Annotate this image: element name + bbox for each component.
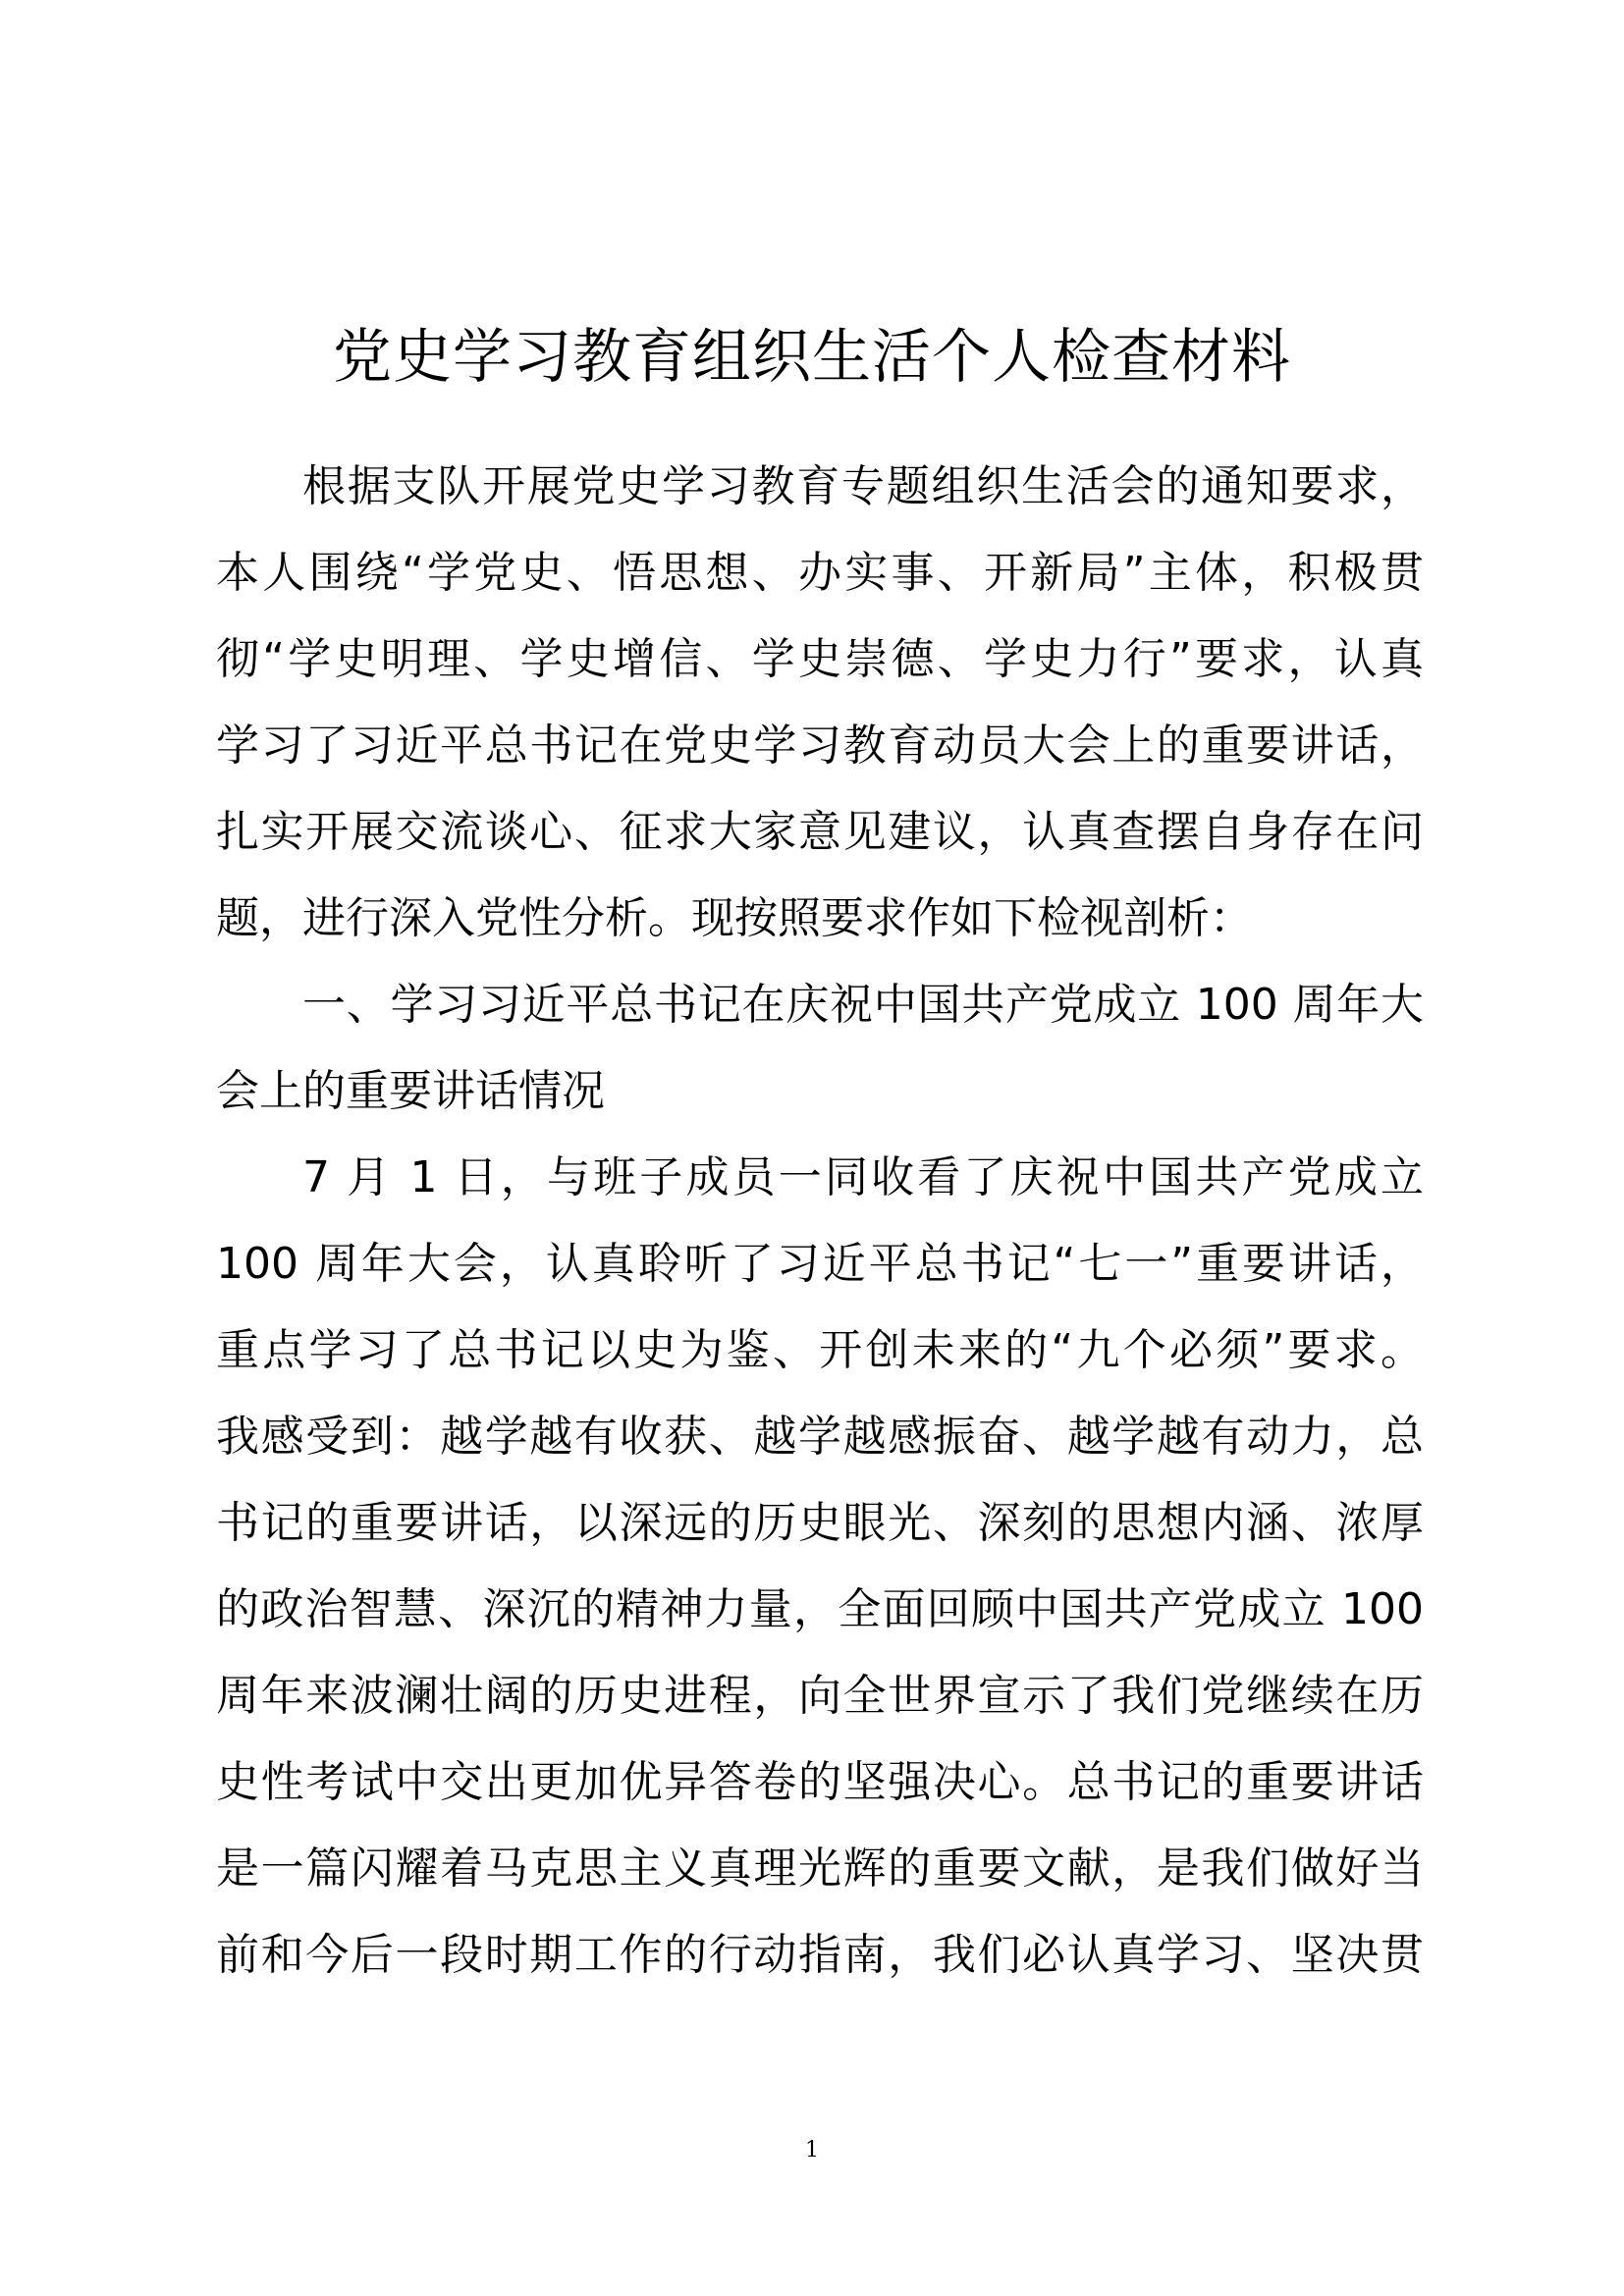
paragraph-line: 根据支队开展党史学习教育专题组织生活会的通知要求， (302, 461, 1424, 511)
paragraph-line: 前和今后一段时期工作的行动指南，我们必认真学习、坚决贯 (216, 1930, 1424, 1980)
paragraph-line: 的政治智慧、深沉的精神力量，全面回顾中国共产党成立 100 (216, 1584, 1424, 1634)
page-number: 1 (805, 2138, 819, 2163)
document-body (216, 444, 1424, 1999)
paragraph-line: 周年来波澜壮阔的历史进程，向全世界宣示了我们党继续在历 (216, 1671, 1424, 1721)
paragraph-line: 史性考试中交出更加优异答卷的坚强决心。总书记的重要讲话 (216, 1757, 1424, 1807)
section-heading-line: 一、学习习近平总书记在庆祝中国共产党成立 100 周年大 (302, 980, 1424, 1030)
paragraph-line: 100 周年大会，认真聆听了习近平总书记“七一”重要讲话， (216, 1239, 1424, 1289)
paragraph-line: 彻“学史明理、学史增信、学史崇德、学史力行”要求，认真 (216, 634, 1424, 684)
paragraph-line: 我感受到：越学越有收获、越学越感振奋、越学越有动力，总 (216, 1412, 1424, 1462)
document-title: 党史学习教育组织生活个人检查材料 (333, 323, 1291, 392)
paragraph-line: 扎实开展交流谈心、征求大家意见建议，认真查摆自身存在问 (216, 807, 1424, 857)
paragraph-line: 书记的重要讲话，以深远的历史眼光、深刻的思想内涵、浓厚 (216, 1498, 1424, 1548)
section-heading-line: 会上的重要讲话情况 (216, 1066, 605, 1116)
paragraph-line: 重点学习了总书记以史为鉴、开创未来的“九个必须”要求。 (216, 1325, 1424, 1375)
paragraph-line: 本人围绕“学党史、悟思想、办实事、开新局”主体，积极贯 (216, 548, 1424, 598)
paragraph-line: 题，进行深入党性分析。现按照要求作如下检视剖析： (216, 893, 1253, 943)
paragraph-line: 是一篇闪耀着马克思主义真理光辉的重要文献，是我们做好当 (216, 1843, 1424, 1894)
paragraph-line: 7 月 1 日，与班子成员一同收看了庆祝中国共产党成立 (302, 1152, 1424, 1202)
paragraph-line: 学习了习近平总书记在党史学习教育动员大会上的重要讲话， (216, 721, 1424, 771)
